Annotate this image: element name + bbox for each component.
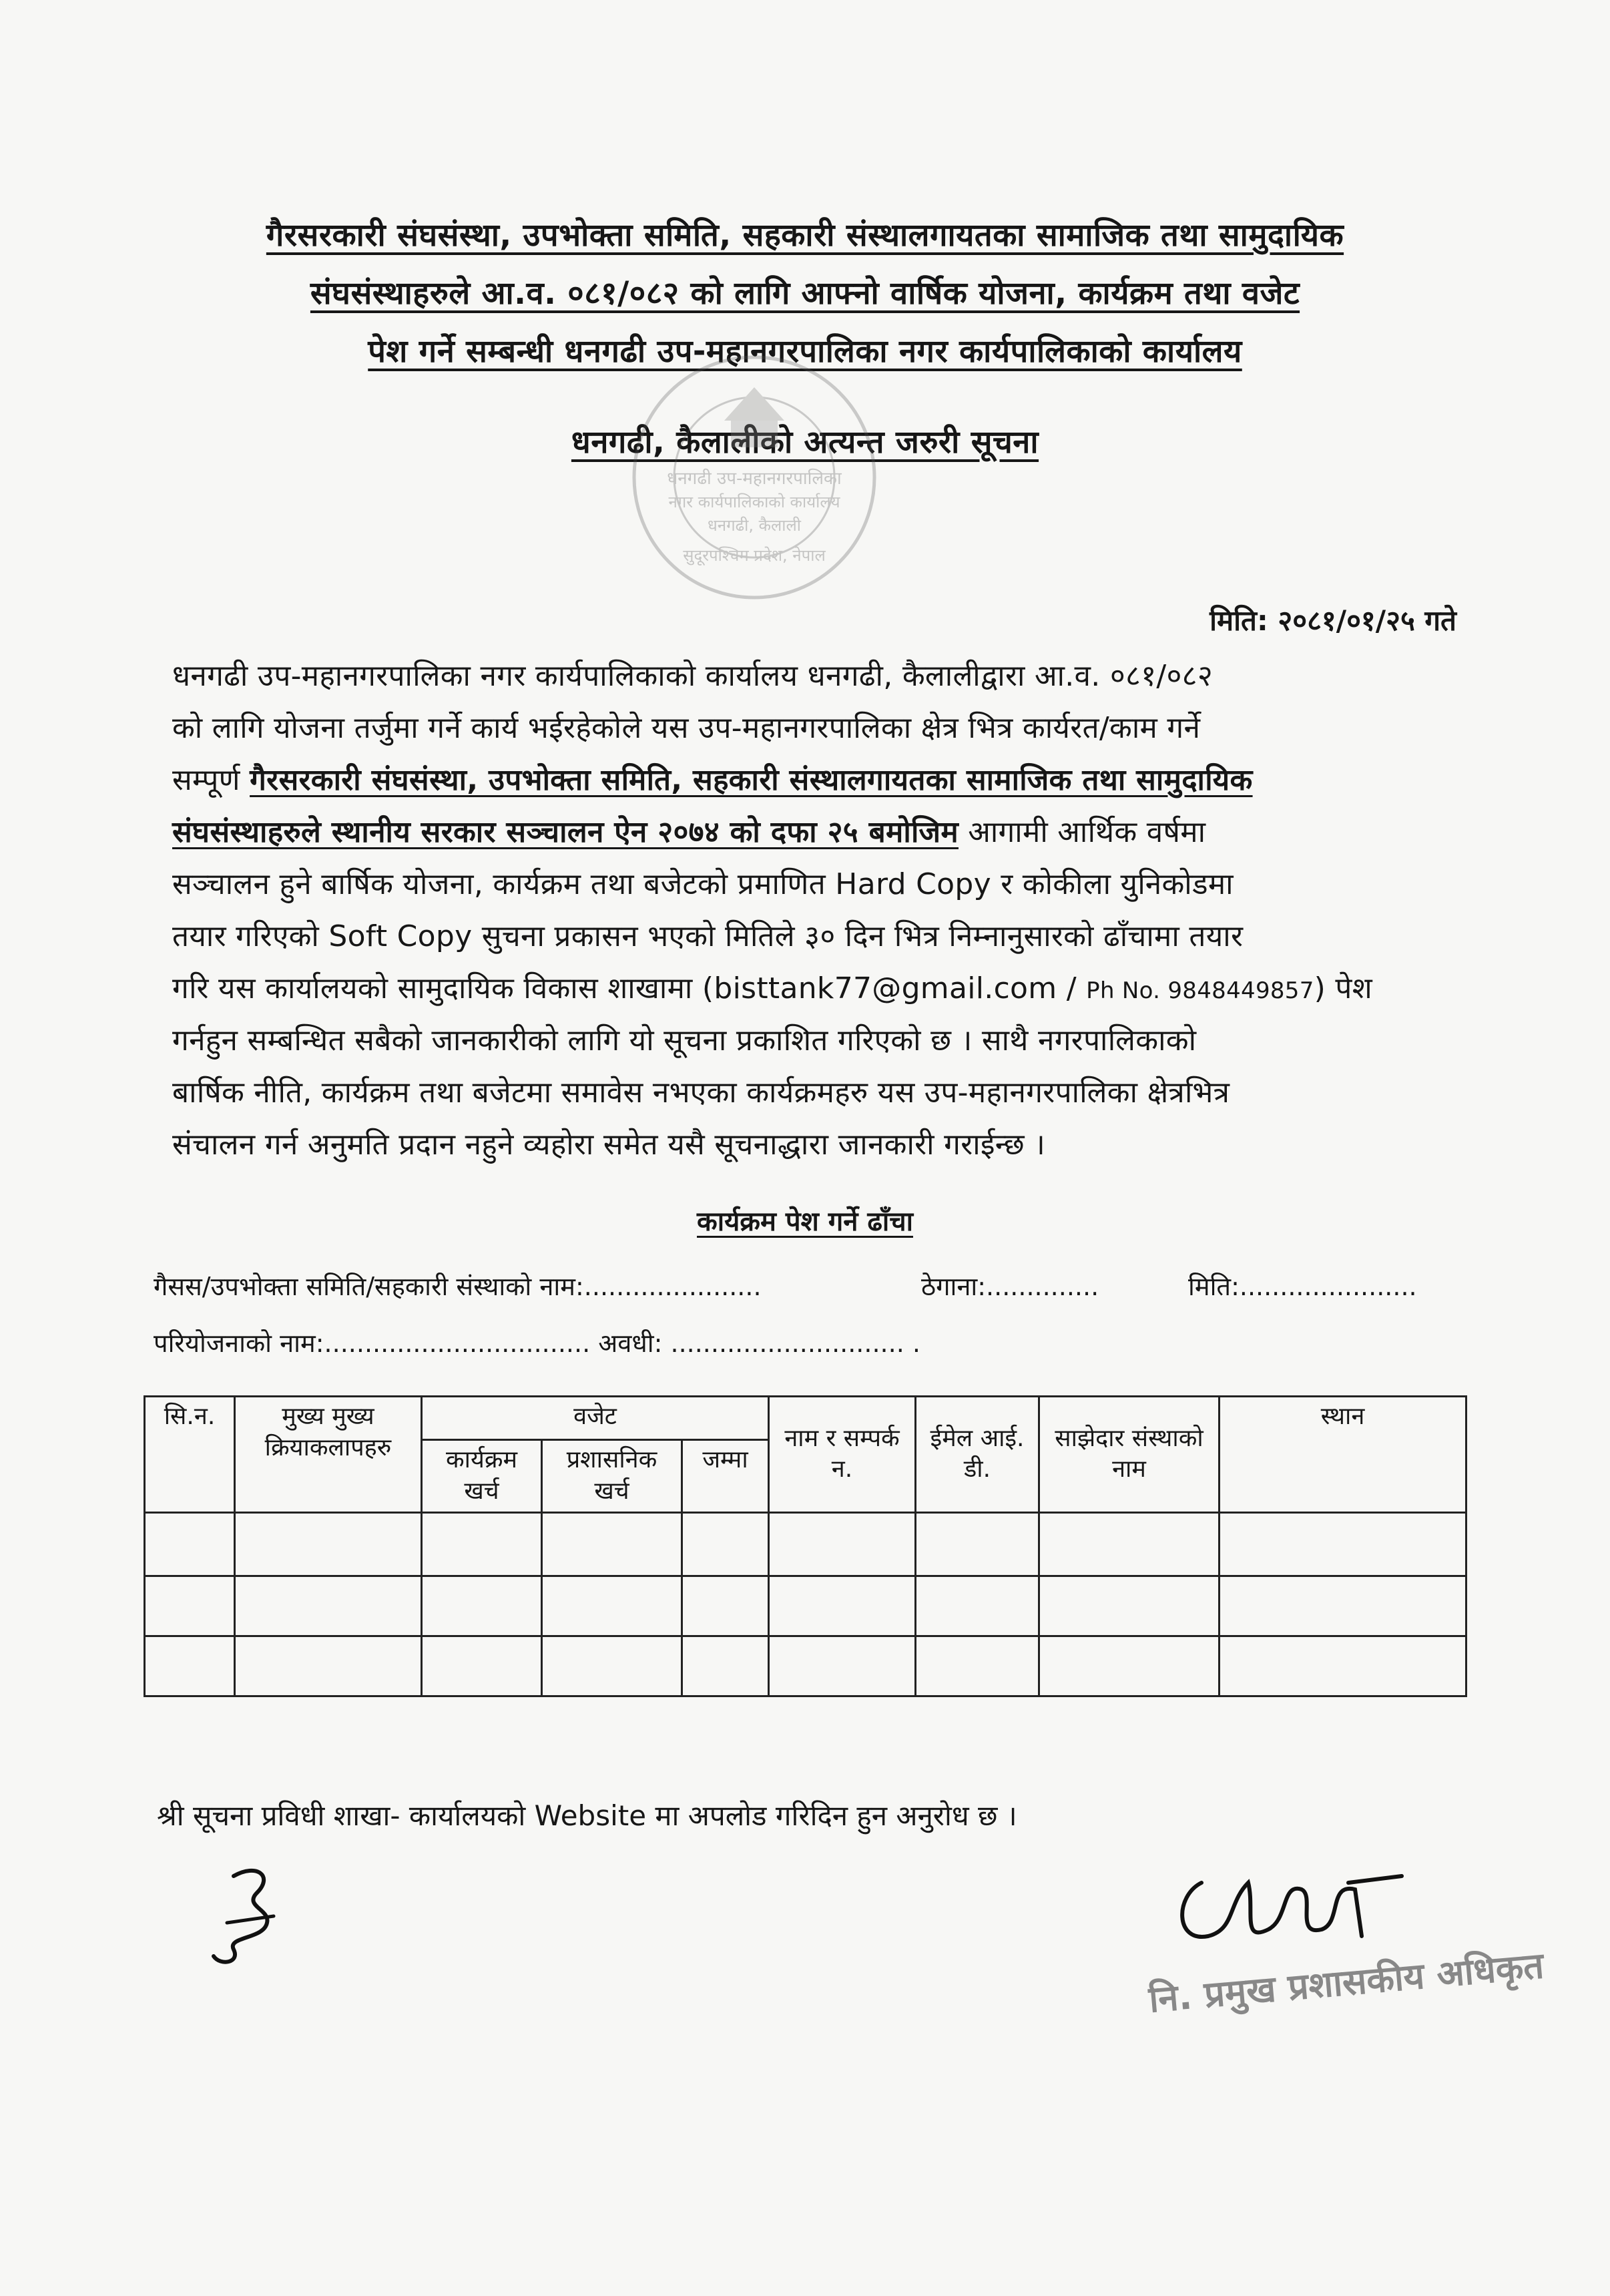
table-cell — [682, 1576, 769, 1636]
table-row — [145, 1636, 1466, 1696]
table-cell — [235, 1512, 422, 1576]
body-line-3 — [172, 758, 1454, 798]
header-program-cost: कार्यक्रम खर्च — [422, 1440, 542, 1513]
project-name-label: परियोजनाको नाम:................................. अवधी: ............................. . — [154, 1329, 920, 1358]
table-cell — [769, 1576, 916, 1636]
form-section-title: कार्यक्रम पेश गर्ने ढाँचा — [697, 1206, 913, 1237]
body-line-4 — [172, 811, 1454, 851]
body-line-3-bold: गैरसरकारी संघसंस्था, उपभोक्ता समिति, सहकारी संस्थालगायतका सामाजिक तथा सामुदायिक — [250, 763, 1253, 797]
table-cell — [769, 1636, 916, 1696]
table-header-row-1 — [145, 1397, 1466, 1440]
header-email: ईमेल आई. डी. — [916, 1397, 1039, 1513]
notice-title-line-3: पेश गर्ने सम्बन्धी धनगढी उप-महानगरपालिका नगर कार्यपालिकाको कार्यालय — [368, 333, 1242, 370]
header-name-contact: नाम र सम्पर्क न. — [769, 1397, 916, 1513]
table-cell — [1220, 1512, 1466, 1576]
table-cell — [542, 1636, 682, 1696]
table-cell — [542, 1512, 682, 1576]
table-cell — [682, 1512, 769, 1576]
table-cell — [145, 1576, 235, 1636]
header-total: जम्मा — [682, 1440, 769, 1513]
body-line-5: सञ्चालन हुने बार्षिक योजना, कार्यक्रम तथा बजेटको प्रमाणित Hard Copy र कोकीला युनिकोडमा — [172, 867, 1234, 901]
header-partner: साझेदार संस्थाको नाम — [1039, 1397, 1220, 1513]
table-cell — [1220, 1636, 1466, 1696]
officer-signature — [1161, 1843, 1415, 1963]
body-line-10: संचालन गर्न अनुमति प्रदान नहुने व्यहोरा समेत यसै सूचनाद्धारा जानकारी गराईन्छ । — [172, 1128, 1046, 1162]
notice-title-line-2: संघसंस्थाहरुले आ.व. ०८१/०८२ को लागि आफ्नो वार्षिक योजना, कार्यक्रम तथा वजेट — [310, 275, 1300, 312]
notice-title-line-4: धनगढी, कैलालीको अत्यन्त जरुरी सूचना — [571, 424, 1039, 461]
body-line-7 — [172, 967, 1454, 1007]
program-template-table — [144, 1395, 1467, 1697]
table-cell — [916, 1512, 1039, 1576]
body-line-4-suffix: आगामी आर्थिक वर्षमा — [958, 815, 1206, 849]
stamp-text-2: नगर कार्यपालिकाको कार्यालय — [668, 493, 840, 511]
header-place: स्थान — [1220, 1397, 1466, 1513]
table-row — [145, 1512, 1466, 1576]
notice-date: मिति: २०८१/०१/२५ गते — [1210, 604, 1456, 637]
body-line-9: बार्षिक नीति, कार्यक्रम तथा बजेटमा समावेस नभएका कार्यक्रमहरु यस उप-महानगरपालिका क्षेत्रभित्र — [172, 1076, 1230, 1110]
stamp-text-4: सुदूरपश्चिम प्रदेश, नेपाल — [683, 546, 826, 565]
table-cell — [145, 1512, 235, 1576]
body-line-7-c: ) पेश — [1314, 971, 1372, 1005]
table-cell — [682, 1636, 769, 1696]
body-line-2: को लागि योजना तर्जुमा गर्ने कार्य भईरहेकोले यस उप-महानगरपालिका क्षेत्र भित्र कार्यरत/काम गर्ने — [172, 711, 1201, 745]
table-cell — [422, 1512, 542, 1576]
table-cell — [235, 1576, 422, 1636]
table-row — [145, 1576, 1466, 1636]
address-label: ठेगाना:.............. — [921, 1272, 1099, 1301]
table-cell — [1039, 1512, 1220, 1576]
body-line-7-a: गरि यस कार्यालयको सामुदायिक विकास शाखामा (bisttank77@gmail.com / — [172, 971, 1087, 1005]
header-admin-cost: प्रशासनिक खर्च — [542, 1440, 682, 1513]
table-cell — [916, 1636, 1039, 1696]
header-budget: वजेट — [422, 1397, 769, 1440]
footer-request: श्री सूचना प्रविधी शाखा- कार्यालयको Website मा अपलोड गरिदिन हुन अनुरोध छ । — [157, 1799, 1017, 1832]
table-cell — [1039, 1636, 1220, 1696]
table-cell — [145, 1636, 235, 1696]
initial-signature — [194, 1856, 307, 1976]
phone-number: Ph No. 9848449857 — [1086, 977, 1314, 1004]
table-cell — [1039, 1576, 1220, 1636]
stamp-text-1: धनगढी उप-महानगरपालिका — [667, 469, 842, 489]
body-line-3-prefix: सम्पूर्ण — [172, 763, 250, 797]
table-cell — [422, 1636, 542, 1696]
table-cell — [769, 1512, 916, 1576]
header-activities: मुख्य मुख्य क्रियाकलापहरु — [235, 1397, 422, 1513]
body-line-1: धनगढी उप-महानगरपालिका नगर कार्यपालिकाको कार्यालय धनगढी, कैलालीद्वारा आ.व. ०८१/०८२ — [172, 659, 1214, 693]
header-sn: सि.न. — [145, 1397, 235, 1513]
table-cell — [1220, 1576, 1466, 1636]
table-cell — [916, 1576, 1039, 1636]
form-date-label: मिति:...................... — [1188, 1272, 1417, 1301]
body-line-4-bold: संघसंस्थाहरुले स्थानीय सरकार सञ्चालन ऐन २०७४ को दफा २५ बमोजिम — [172, 815, 959, 849]
body-line-6: तयार गरिएको Soft Copy सुचना प्रकासन भएको मितिले ३० दिन भित्र निम्नानुसारको ढाँचामा तयार — [172, 919, 1244, 953]
table-cell — [422, 1576, 542, 1636]
table-cell — [235, 1636, 422, 1696]
org-name-label: गैसस/उपभोक्ता समिति/सहकारी संस्थाको नाम:...................... — [154, 1272, 762, 1301]
stamp-text-3: धनगढी, कैलाली — [708, 516, 801, 535]
table-cell — [542, 1576, 682, 1636]
officer-title-stamp: नि. प्रमुख प्रशासकीय अधिकृत — [1147, 1944, 1546, 2021]
notice-title-line-1: गैरसरकारी संघसंस्था, उपभोक्ता समिति, सहकारी संस्थालगायतका सामाजिक तथा सामुदायिक — [266, 217, 1344, 254]
body-line-8: गर्नहुन सम्बन्धित सबैको जानकारीको लागि यो सूचना प्रकाशित गरिएको छ । साथै नगरपालिकाको — [172, 1023, 1197, 1058]
office-stamp — [624, 347, 884, 608]
